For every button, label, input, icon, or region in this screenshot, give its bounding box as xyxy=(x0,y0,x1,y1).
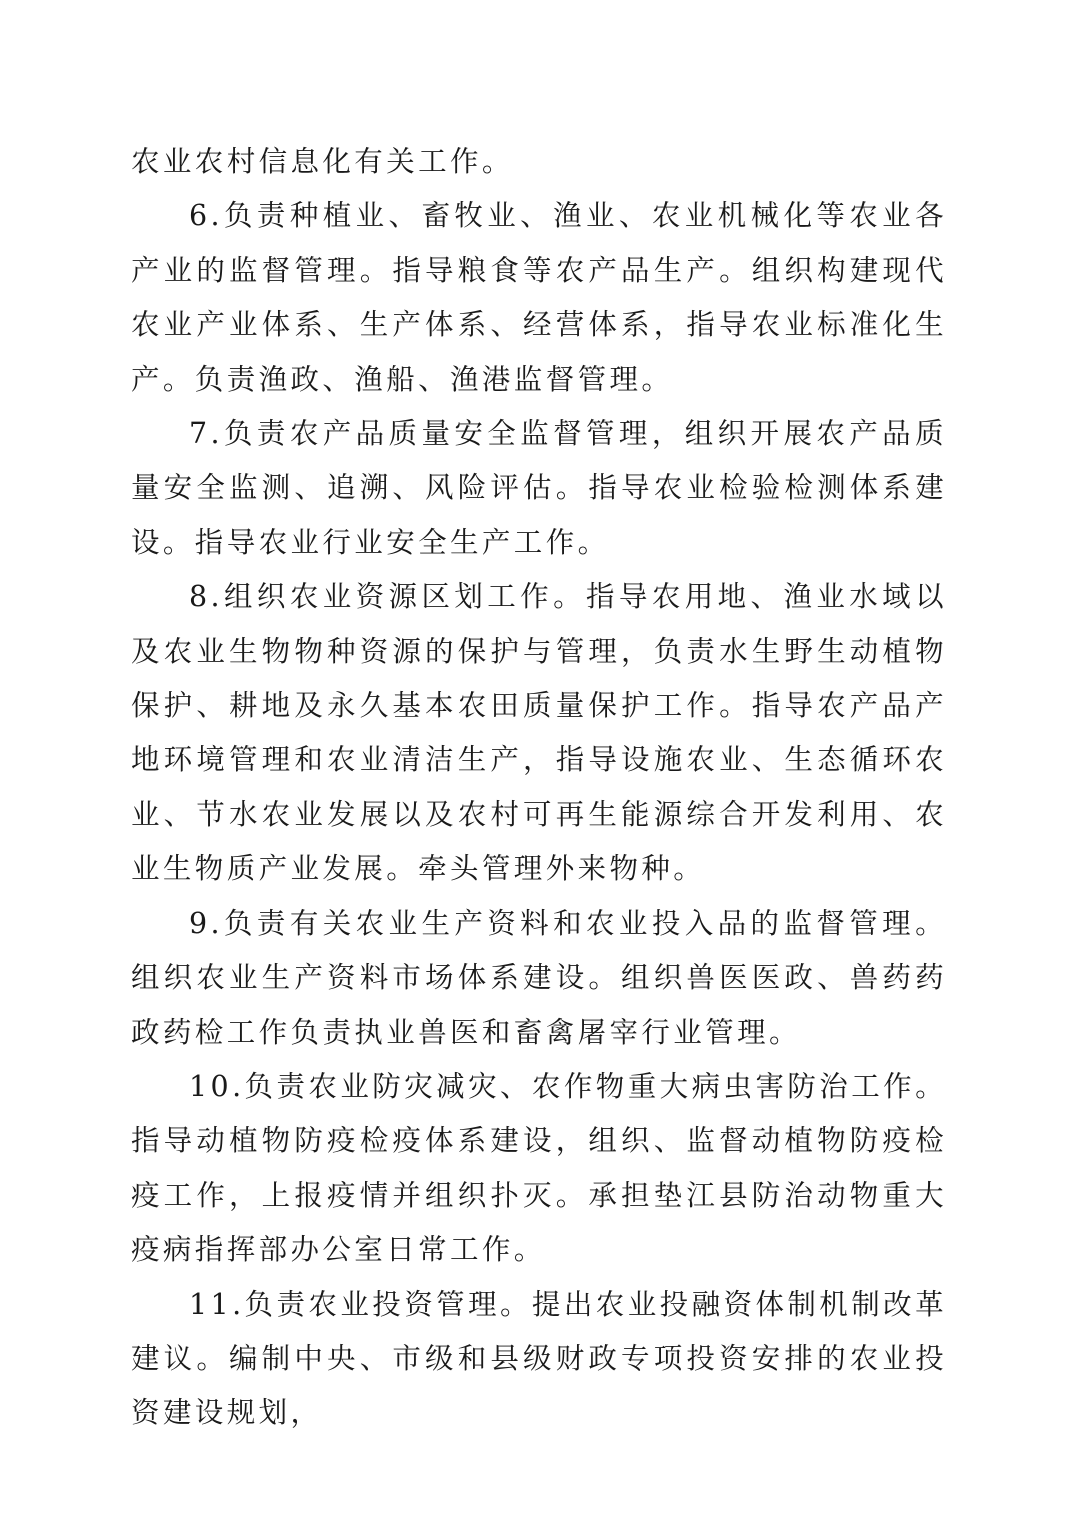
paragraph-item-10: 10.负责农业防灾减灾、农作物重大病虫害防治工作。指导动植物防疫检疫体系建设，组织、监督动植物防疫检疫工作，上报疫情并组织扑灭。承担垫江县防治动物重大疫病指挥部办公室日常工作。 xyxy=(131,1069,947,1267)
document-body xyxy=(131,135,947,1441)
paragraph-item-7: 7.负责农产品质量安全监督管理，组织开展农产品质量安全监测、追溯、风险评估。指导农业检验检测体系建设。指导农业行业安全生产工作。 xyxy=(131,417,947,559)
paragraph-item-6: 6.负责种植业、畜牧业、渔业、农业机械化等农业各产业的监督管理。指导粮食等农产品生产。组织构建现代农业产业体系、生产体系、经营体系，指导农业标准化生产。负责渔政、渔船、渔港监督管理。 xyxy=(131,199,947,396)
paragraph-continuation: 农业农村信息化有关工作。 xyxy=(131,145,514,178)
paragraph-item-8: 8.组织农业资源区划工作。指导农用地、渔业水域以及农业生物物种资源的保护与管理，负责水生野生动植物保护、耕地及永久基本农田质量保护工作。指导农产品产地环境管理和农业清洁生产，指导设施农业、生态循环农业、节水农业发展以及农村可再生能源综合开发利用、农业生物质产业发展。牵头管理外来物种。 xyxy=(131,580,947,886)
paragraph-item-9: 9.负责有关农业生产资料和农业投入品的监督管理。组织农业生产资料市场体系建设。组织兽医医政、兽药药政药检工作负责执业兽医和畜禽屠宰行业管理。 xyxy=(131,906,947,1049)
paragraph-item-11: 11.负责农业投资管理。提出农业投融资体制机制改革建议。编制中央、市级和县级财政专项投资安排的农业投资建设规划， xyxy=(131,1287,947,1430)
